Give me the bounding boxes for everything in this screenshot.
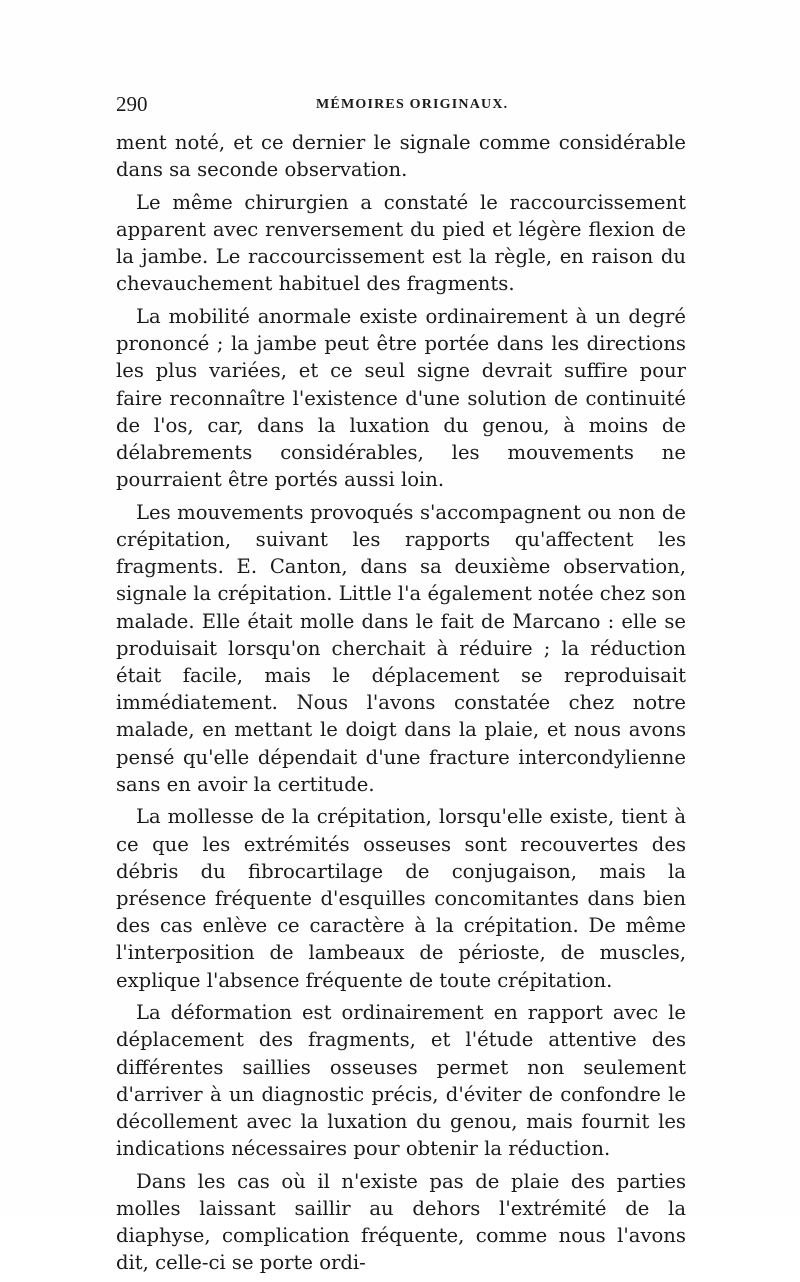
- page-number: 290: [116, 92, 148, 116]
- paragraph-continuation: ment noté, et ce dernier le signale comme considérable dans sa seconde observation.: [116, 131, 686, 182]
- paragraph-crepitation: Les mouvements provoqués s'accompagnent ou non de crépitation, suivant les rapports qu'affectent les fragments. E. Canton, dans sa deuxième observation, signale la crépitation. Little l'a également notée chez son malade. Elle était molle dans le fait de Marcano : elle se produisait lorsqu'on cherchait à réduire ; la réduction était facile, mais le déplacement se reproduisait immédiatement. Nous l'avons constatée chez notre malade, en mettant le doigt dans la plaie, et nous avons pensé qu'elle dépendait d'une fracture intercondylienne sans en avoir la certitude.: [116, 500, 686, 796]
- running-head: [116, 92, 686, 122]
- paragraph-raccourcissement: Le même chirurgien a constaté le raccourcissement apparent avec renversement du pied et légère flexion de la jambe. Le raccourcissement est la règle, en raison du chevauchement habituel des fragments.: [116, 190, 686, 296]
- paragraph-mobilite: La mobilité anormale existe ordinairement à un degré prononcé ; la jambe peut être portée dans les directions les plus variées, et ce seul signe devrait suffire pour faire reconnaître l'existence d'une solution de continuité de l'os, car, dans la luxation du genou, à moins de délabrements considérables, les mouvements ne pourraient être portés aussi loin.: [116, 305, 686, 492]
- body-text: [116, 129, 686, 1282]
- running-title: MÉMOIRES ORIGINAUX.: [316, 97, 509, 112]
- paragraph-plaie: Dans les cas où il n'existe pas de plaie des parties molles laissant saillir au dehors l'extrémité de la diaphyse, complication fréquente, comme nous l'avons dit, celle-ci se porte ordi-: [116, 1169, 686, 1275]
- paragraph-mollesse: La mollesse de la crépitation, lorsqu'elle existe, tient à ce que les extrémités osseuses sont recouvertes des débris du fibrocartilage de conjugaison, mais la présence fréquente d'esquilles concomitantes dans bien des cas enlève ce caractère à la crépitation. De même l'interposition de lambeaux de périoste, de muscles, explique l'absence fréquente de toute crépitation.: [116, 805, 686, 992]
- paragraph-deformation: La déformation est ordinairement en rapport avec le déplacement des fragments, et l'étude attentive des différentes saillies osseuses permet non seulement d'arriver à un diagnostic précis, d'éviter de confondre le décollement avec la luxation du genou, mais fournit les indications nécessaires pour obtenir la réduction.: [116, 1001, 686, 1161]
